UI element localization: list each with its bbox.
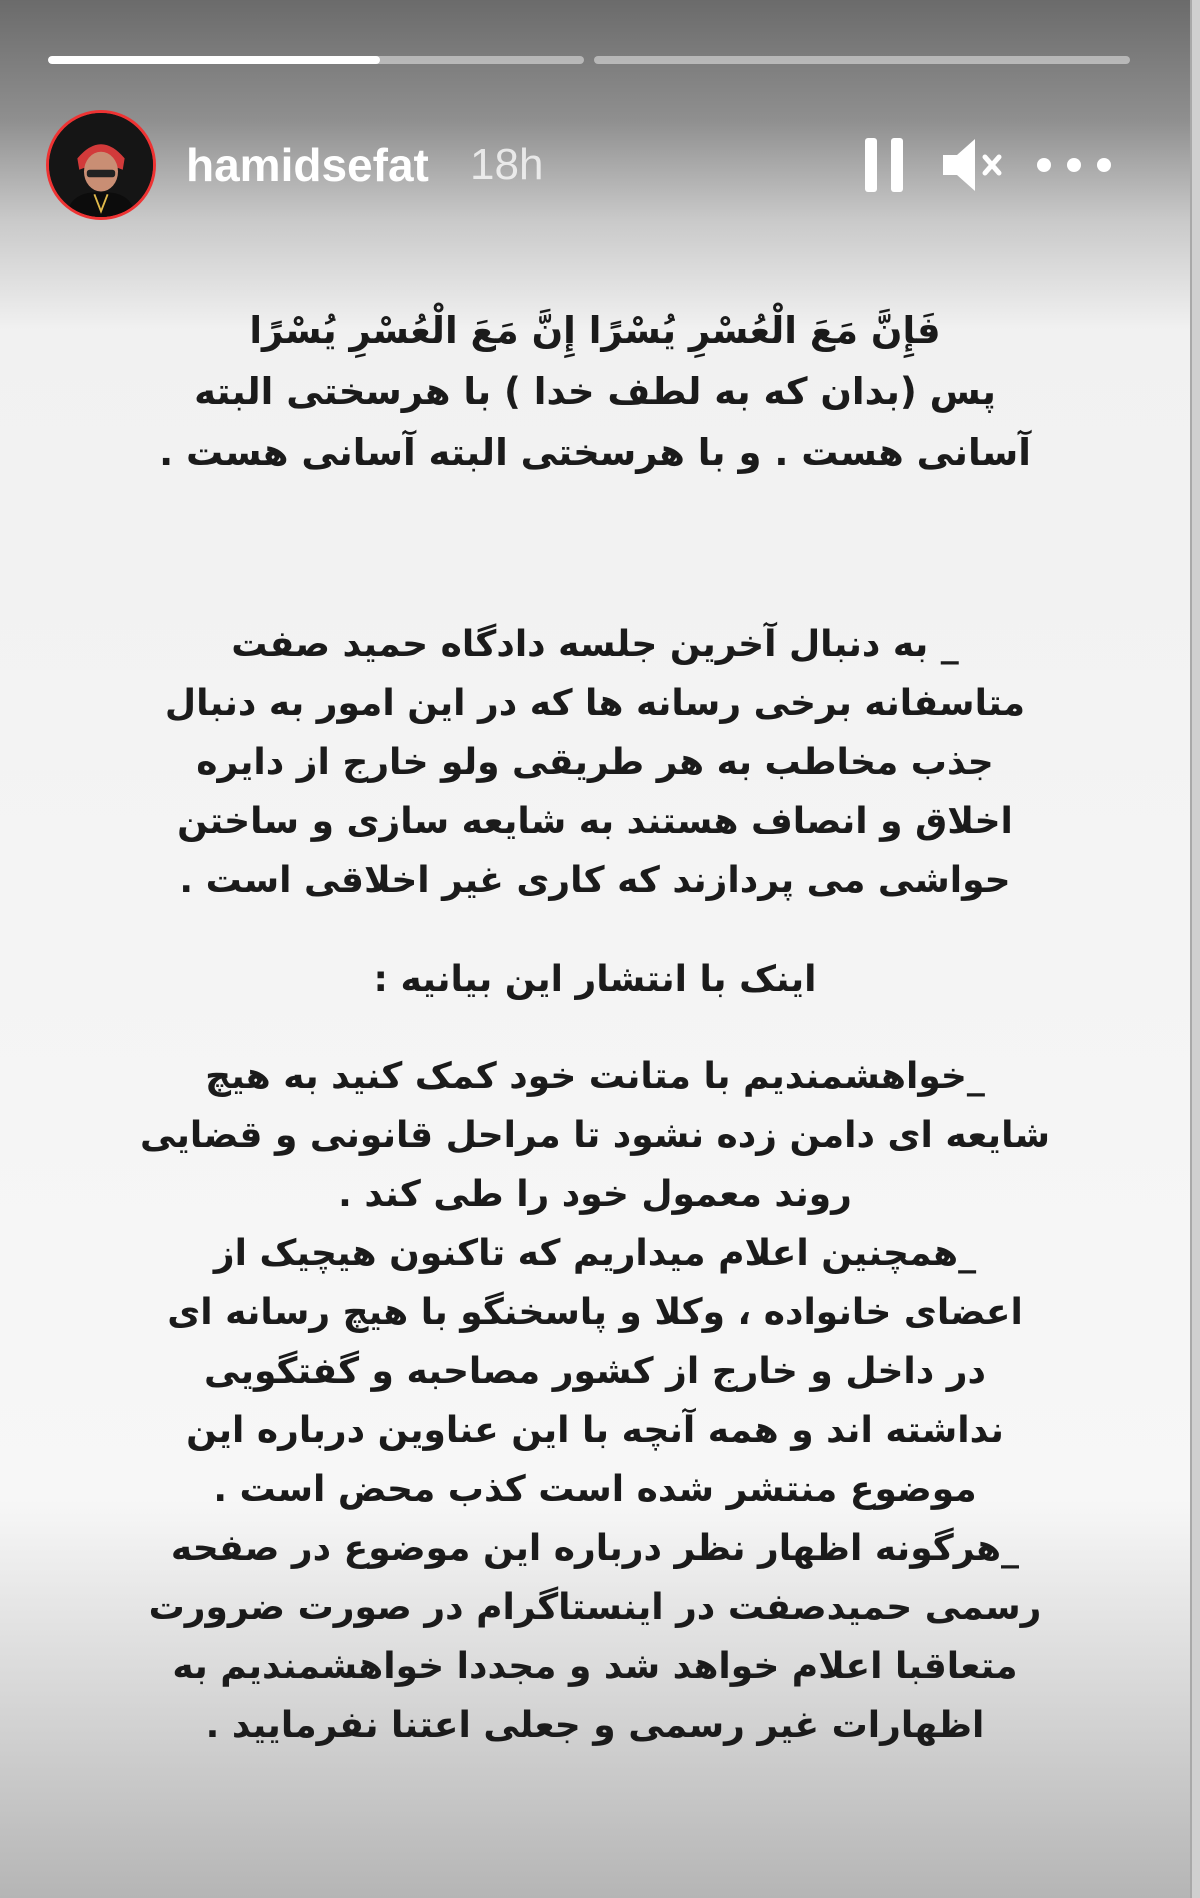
text-line: در داخل و خارج از کشور مصاحبه و گفتگویی (204, 1351, 986, 1392)
avatar-image (49, 113, 153, 217)
paragraph-announcement (100, 950, 1090, 1009)
speaker-muted-icon (939, 135, 1005, 195)
avatar[interactable] (46, 110, 156, 220)
text-line: رسمی حمیدصفت در اینستاگرام در صورت ضرورت (148, 1587, 1042, 1628)
verse-line: فَإِنَّ مَعَ الْعُسْرِ يُسْرًا إِنَّ مَعَ الْعُسْرِ يُسْرًا (249, 309, 941, 352)
text-line: روند معمول خود را طی کند . (338, 1174, 852, 1215)
story-timestamp: 18h (470, 140, 544, 189)
verse-line: پس (بدان که به لطف خدا ) با هرسختی البته (194, 370, 996, 413)
story-progress (48, 56, 1130, 64)
window-edge (1190, 0, 1200, 1898)
text-line: شایعه ای دامن زده نشود تا مراحل قانونی و قضایی (139, 1115, 1050, 1156)
text-line: _همچنین اعلام میداریم که تاکنون هیچیک از (213, 1233, 977, 1274)
quran-verse (100, 300, 1090, 483)
paragraph-court (100, 615, 1090, 910)
progress-segment (48, 56, 584, 64)
more-horizontal-icon (1034, 157, 1114, 173)
text-line: موضوع منتشر شده است کذب محض است . (213, 1469, 977, 1510)
text-line: اظهارات غیر رسمی و جعلی اعتنا نفرمایید . (205, 1705, 985, 1746)
text-line: نداشته اند و همه آنچه با این عناوین درباره این (186, 1410, 1004, 1451)
more-options-button[interactable] (1024, 130, 1124, 200)
text-line: جذب مخاطب به هر طریقی ولو خارج از دایره (196, 742, 994, 783)
text-line: اخلاق و انصاف هستند به شایعه سازی و ساختن (177, 801, 1013, 842)
text-line: اینک با انتشار این بیانیه : (373, 959, 817, 1000)
verse-line: آسانی هست . و با هرسختی البته آسانی هست . (159, 431, 1031, 474)
pause-icon (863, 136, 905, 194)
text-line: _ به دنبال آخرین جلسه دادگاه حمید صفت (231, 624, 959, 665)
text-line: متاسفانه برخی رسانه ها که در این امور به دنبال (164, 683, 1026, 724)
text-line: _خواهشمندیم با متانت خود کمک کنید به هیچ (205, 1056, 985, 1097)
text-line: حواشی می پردازند که کاری غیر اخلاقی است . (179, 860, 1011, 901)
progress-segment (594, 56, 1130, 64)
text-line: متعاقبا اعلام خواهد شد و مجددا خواهشمندیم به (172, 1646, 1018, 1687)
text-line: اعضای خانواده ، وکلا و پاسخنگو با هیچ رسانه ای (167, 1292, 1023, 1333)
username[interactable]: hamidsefat (186, 139, 429, 191)
text-line: _هرگونه اظهار نظر درباره این موضوع در صفحه (170, 1528, 1020, 1569)
story-text (100, 300, 1090, 1755)
paragraph-requests (100, 1047, 1090, 1755)
story-header (46, 108, 1136, 224)
mute-button[interactable] (932, 130, 1012, 200)
pause-button[interactable] (854, 130, 914, 200)
